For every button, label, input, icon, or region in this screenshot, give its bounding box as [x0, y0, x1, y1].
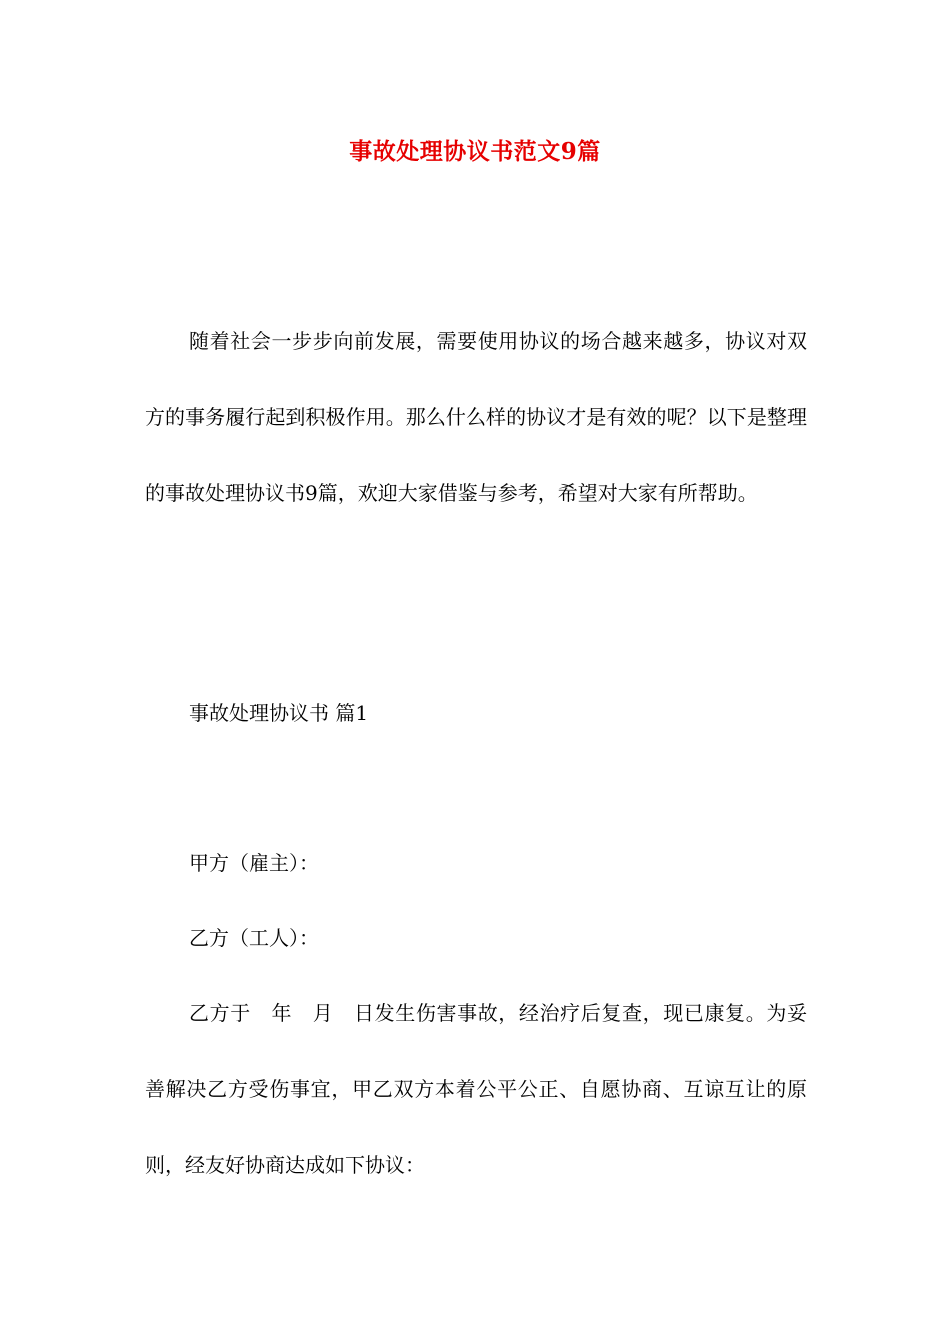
- intro-paragraph: 随着社会一步步向前发展，需要使用协议的场合越来越多，协议对双方的事务履行起到积极作用。那么什么样的协议才是有效的呢？以下是整理的事故处理协议书9篇，欢迎大家借鉴与参考，希望对大家有所帮助。: [145, 329, 807, 505]
- party-b-line: 乙方（工人）：: [189, 926, 319, 950]
- body-paragraph: 乙方于 年 月 日发生伤害事故，经治疗后复查，现已康复。为妥善解决乙方受伤事宜，甲乙双方本着公平公正、自愿协商、互谅互让的原则，经友好协商达成如下协议：: [145, 1001, 807, 1177]
- section-heading: 事故处理协议书 篇1: [189, 701, 369, 725]
- document-title: 事故处理协议书范文9篇: [349, 138, 601, 165]
- party-a-line: 甲方（雇主）：: [189, 851, 319, 875]
